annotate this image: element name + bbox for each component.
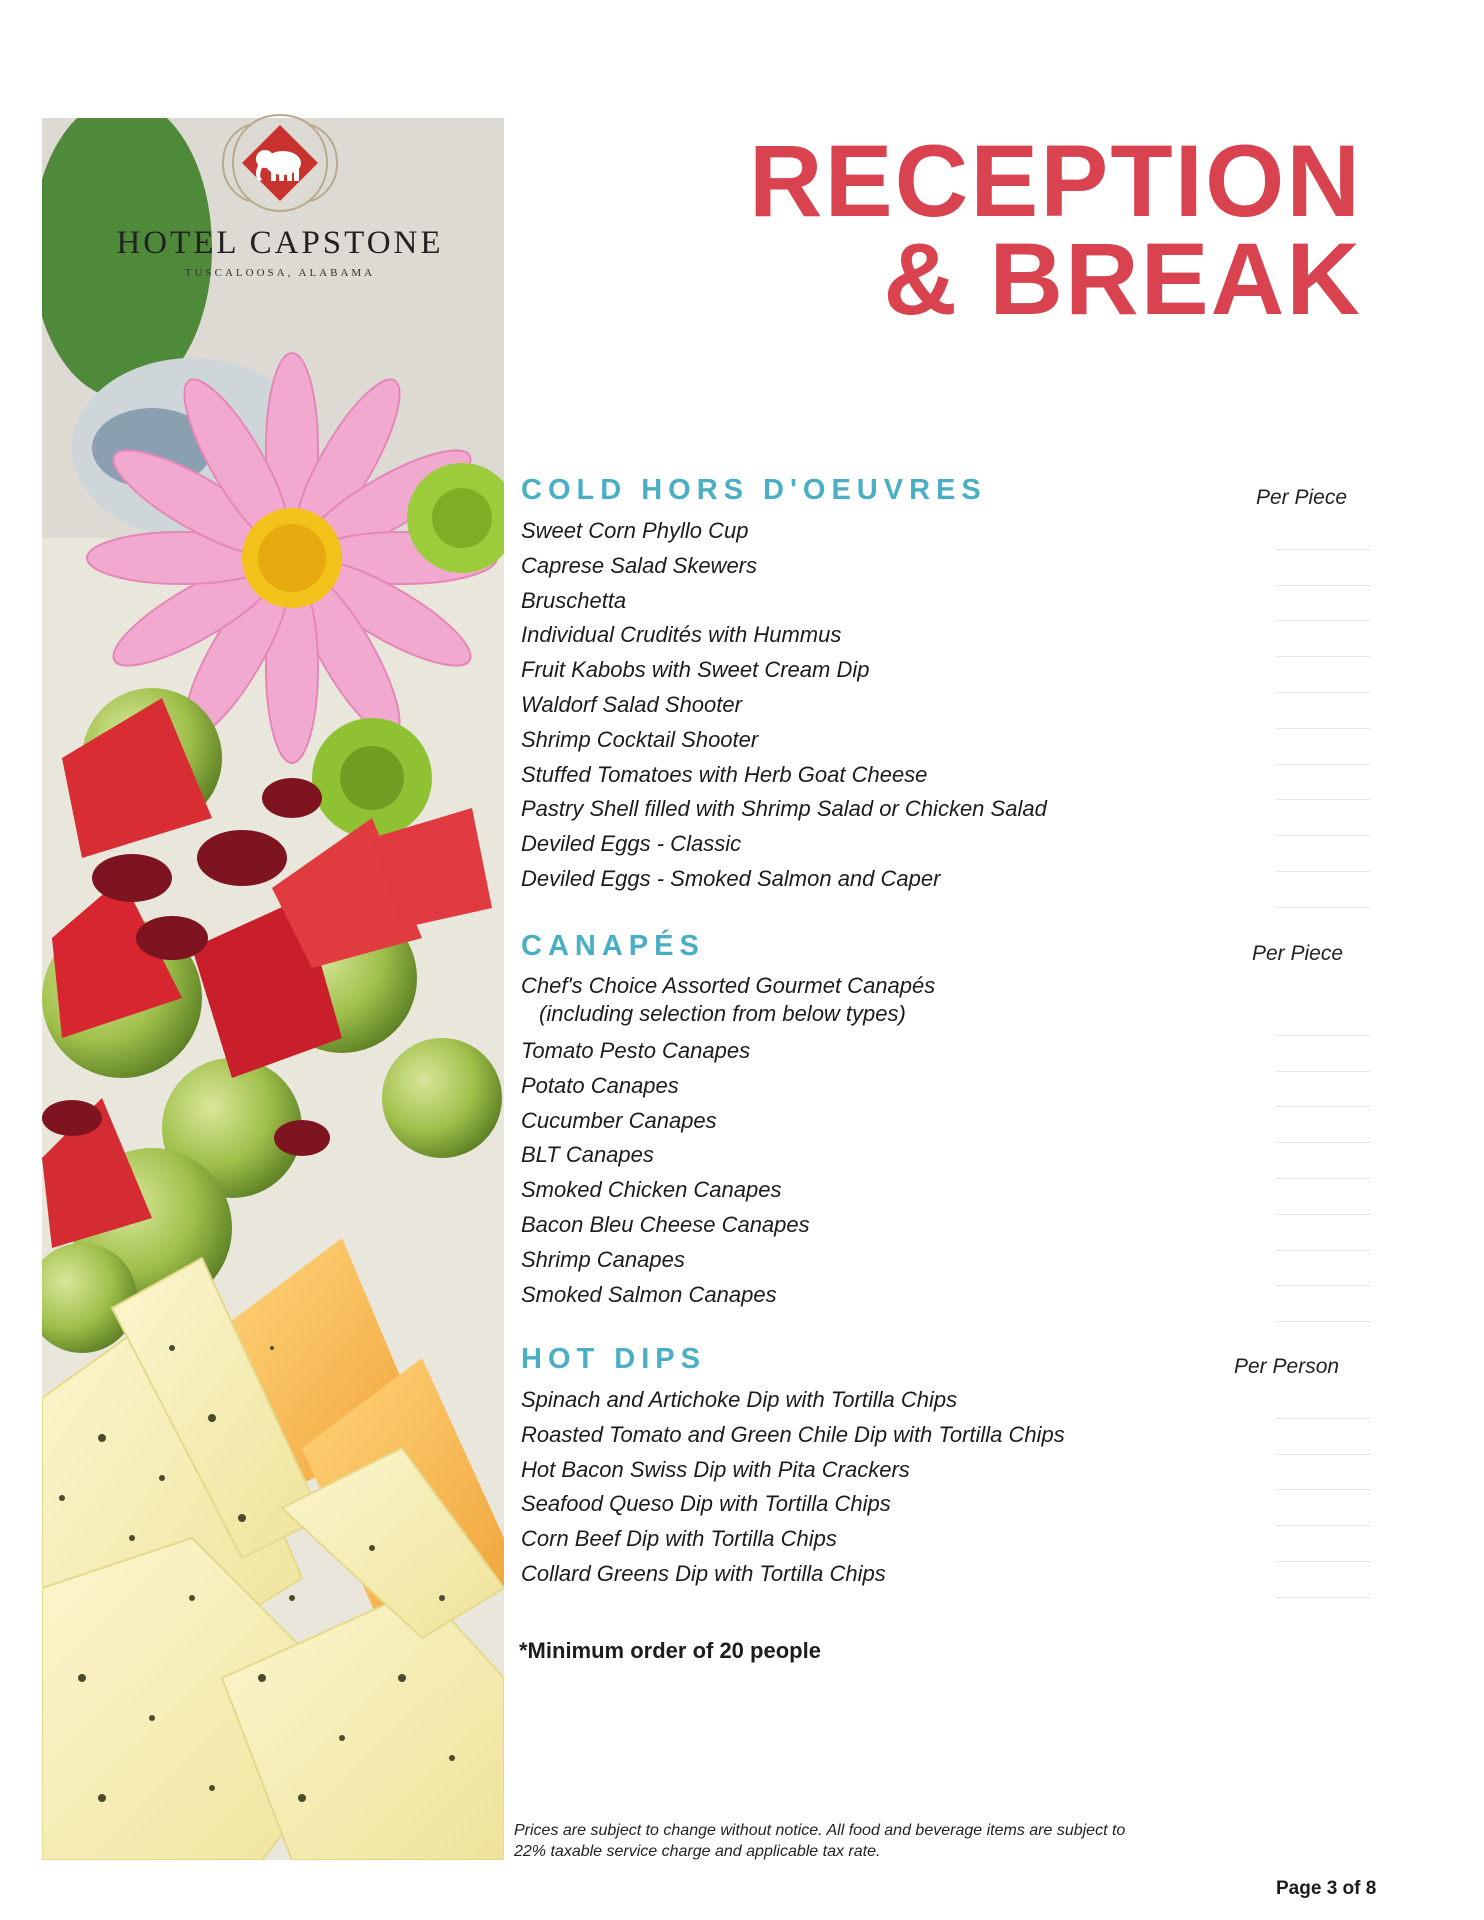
menu-item-name: Chef's Choice Assorted Gourmet Canapés — [521, 973, 936, 998]
page-number: Page 3 of 8 — [1276, 1878, 1377, 1899]
page-title — [748, 124, 1362, 336]
menu-item: Smoked Chicken Canapes — [521, 1177, 782, 1203]
menu-item: Cucumber Canapes — [521, 1107, 717, 1133]
section-heading: CANAPÉS — [521, 930, 705, 962]
menu-item: Stuffed Tomatoes with Herb Goat Cheese — [521, 761, 928, 787]
menu-item: Individual Crudités with Hummus — [521, 622, 842, 648]
food-photo — [42, 118, 504, 1860]
menu-item: Bruschetta — [521, 587, 627, 613]
menu-item: Caprese Salad Skewers — [521, 552, 758, 578]
menu-item-list — [521, 1383, 1065, 1592]
menu-item: Corn Beef Dip with Tortilla Chips — [521, 1526, 837, 1552]
food-photo-illustration — [42, 118, 504, 1860]
menu-item: Sweet Corn Phyllo Cup — [521, 518, 749, 543]
price-unit-label: Per Piece — [1256, 486, 1348, 509]
hotel-location: TUSCALOOSA, ALABAMA — [184, 267, 376, 279]
menu-item: Bacon Bleu Cheese Canapes — [521, 1211, 810, 1237]
menu-item: Potato Canapes — [521, 1072, 679, 1098]
price-unit-label: Per Person — [1234, 1355, 1340, 1378]
menu-item-list — [521, 970, 935, 1312]
redacted-price-column — [1275, 514, 1371, 908]
menu-item: Shrimp Cocktail Shooter — [521, 726, 759, 752]
section-heading: HOT DIPS — [521, 1343, 706, 1375]
pricing-disclaimer: Prices are subject to change without notice. All food and beverage items are subject to 22% taxable service charge and applicable tax rate. — [514, 1822, 1126, 1860]
menu-item: Deviled Eggs - Classic — [521, 831, 742, 857]
redacted-price-column — [1275, 1000, 1371, 1322]
menu-item: Hot Bacon Swiss Dip with Pita Crackers — [521, 1456, 910, 1482]
title-line-1: RECEPTION — [748, 124, 1362, 238]
menu-item-note: (including selection from below types) — [539, 1001, 906, 1026]
menu-item: Spinach and Artichoke Dip with Tortilla Chips — [521, 1387, 958, 1412]
menu-item: Shrimp Canapes — [521, 1246, 685, 1272]
menu-item: Waldorf Salad Shooter — [521, 691, 742, 717]
hotel-name: HOTEL CAPSTONE — [116, 225, 444, 261]
hotel-logo — [95, 105, 465, 305]
section-heading: COLD HORS D'OEUVRES — [521, 474, 987, 506]
menu-item: Smoked Salmon Canapes — [521, 1281, 777, 1307]
title-line-2: & BREAK — [883, 222, 1362, 336]
redacted-price-column — [1275, 1383, 1371, 1598]
menu-item: Deviled Eggs - Smoked Salmon and Caper — [521, 865, 941, 891]
menu-item: Fruit Kabobs with Sweet Cream Dip — [521, 657, 870, 683]
menu-item: Collard Greens Dip with Tortilla Chips — [521, 1560, 886, 1586]
menu-item: Seafood Queso Dip with Tortilla Chips — [521, 1491, 891, 1517]
menu-item: Pastry Shell filled with Shrimp Salad or Chicken Salad — [521, 796, 1047, 822]
menu-item-list — [521, 514, 1047, 897]
menu-item — [521, 970, 935, 1034]
menu-item: Roasted Tomato and Green Chile Dip with Tortilla Chips — [521, 1421, 1065, 1447]
price-unit-label: Per Piece — [1252, 942, 1344, 965]
menu-item: BLT Canapes — [521, 1142, 654, 1168]
minimum-order-note: *Minimum order of 20 people — [519, 1638, 821, 1663]
menu-item: Tomato Pesto Canapes — [521, 1038, 751, 1063]
elephant-emblem-icon — [213, 111, 347, 221]
